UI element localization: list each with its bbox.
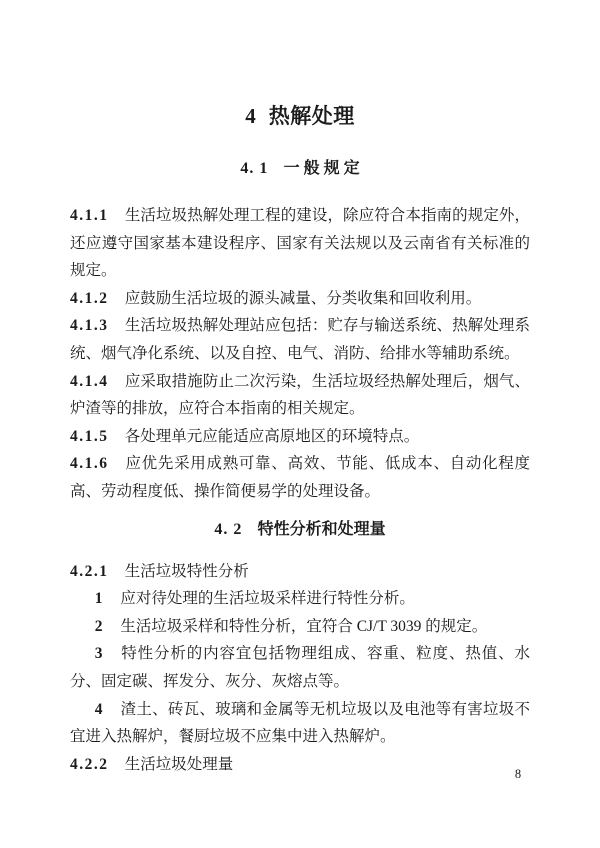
subclause-text: 特性分析的内容宜包括物理组成、容重、粒度、热值、水分、固定碳、挥发分、灰分、灰熔点等。 bbox=[70, 645, 530, 690]
subclause-number: 2 bbox=[94, 617, 105, 635]
clause-number: 4.1.4 bbox=[70, 372, 109, 390]
section-title: 特性分析和处理量 bbox=[257, 520, 386, 538]
subclause-number: 3 bbox=[94, 645, 105, 663]
clause-4-2-1 bbox=[70, 558, 530, 586]
section-heading-4-1 bbox=[70, 157, 530, 181]
clause-number: 4.2.1 bbox=[70, 562, 109, 580]
section-4-1-body bbox=[70, 202, 530, 506]
page-content bbox=[70, 0, 530, 778]
clause-text: 应采取措施防止二次污染，生活垃圾经热解处理后，烟气、炉渣等的排放，应符合本指南的相关规定。 bbox=[70, 372, 530, 418]
subclause-text: 应对待处理的生活垃圾采样进行特性分析。 bbox=[120, 590, 415, 608]
section-number: 4. 2 bbox=[214, 520, 243, 538]
subclause-2 bbox=[70, 613, 530, 641]
subclause-1 bbox=[70, 585, 530, 613]
clause-number: 4.1.3 bbox=[70, 317, 109, 335]
section-heading-4-2 bbox=[70, 518, 530, 542]
chapter-heading bbox=[70, 103, 530, 129]
clause-4-1-6 bbox=[70, 450, 530, 505]
chapter-number: 4 bbox=[245, 104, 256, 128]
clause-number: 4.1.1 bbox=[70, 207, 109, 224]
chapter-title: 热解处理 bbox=[268, 104, 355, 128]
subclause-text: 渣土、砖瓦、玻璃和金属等无机垃圾以及电池等有害垃圾不宜进入热解炉，餐厨垃圾不应集中进入热解炉。 bbox=[70, 700, 530, 746]
subclause-number: 4 bbox=[94, 700, 105, 718]
section-4-2-body bbox=[70, 558, 530, 779]
section-number: 4. 1 bbox=[240, 160, 269, 177]
clause-number: 4.1.2 bbox=[70, 289, 109, 307]
clause-text: 生活垃圾特性分析 bbox=[124, 562, 249, 580]
clause-4-1-2 bbox=[70, 285, 530, 313]
clause-4-1-4 bbox=[70, 368, 530, 423]
clause-number: 4.1.5 bbox=[70, 427, 109, 445]
clause-4-1-5 bbox=[70, 423, 530, 451]
subclause-3 bbox=[70, 640, 530, 695]
clause-4-1-1 bbox=[70, 202, 530, 285]
subclause-text: 生活垃圾采样和特性分析，宜符合 CJ/T 3039 的规定。 bbox=[120, 617, 488, 635]
section-title: 一 般 规 定 bbox=[283, 160, 360, 177]
clause-text: 生活垃圾处理量 bbox=[124, 755, 234, 773]
clause-text: 各处理单元应能适应高原地区的环境特点。 bbox=[124, 427, 420, 445]
clause-number: 4.2.2 bbox=[70, 755, 109, 773]
subclause-4 bbox=[70, 696, 530, 751]
clause-4-2-2 bbox=[70, 751, 530, 779]
clause-text: 生活垃圾热解处理站应包括：贮存与输送系统、热解处理系统、烟气净化系统、以及自控、电气、消防、给排水等辅助系统。 bbox=[70, 317, 530, 362]
clause-text: 应鼓励生活垃圾的源头减量、分类收集和回收利用。 bbox=[124, 289, 482, 307]
clause-text: 生活垃圾热解处理工程的建设，除应符合本指南的规定外，还应遵守国家基本建设程序、国家有关法规以及云南省有关标准的规定。 bbox=[70, 207, 530, 280]
page-number: 8 bbox=[514, 767, 522, 781]
clause-4-1-3 bbox=[70, 312, 530, 367]
clause-text: 应优先采用成熟可靠、高效、节能、低成本、自动化程度高、劳动程度低、操作简便易学的处理设备。 bbox=[70, 455, 530, 500]
clause-number: 4.1.6 bbox=[70, 455, 109, 473]
subclause-number: 1 bbox=[94, 590, 105, 608]
